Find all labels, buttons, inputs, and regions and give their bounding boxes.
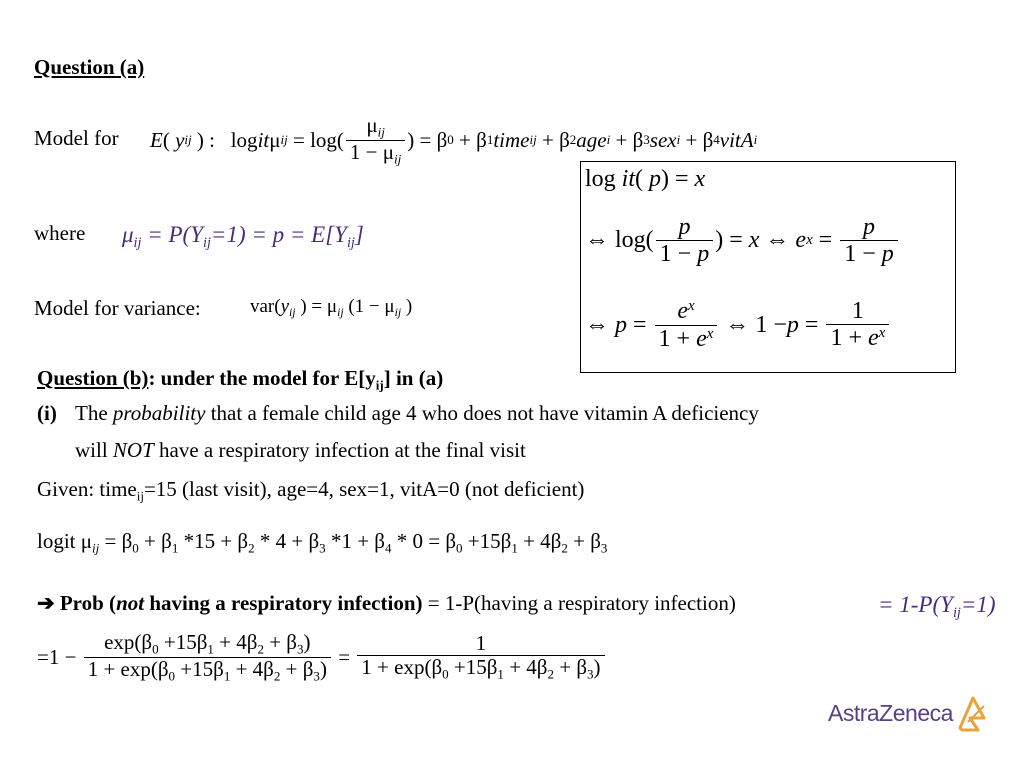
variance-label: Model for variance:: [34, 296, 201, 320]
logit-substitution: logit $\mu_{ij} = \beta_0 + \beta_1$ $*15 + \beta_2 * 4 + \beta_3$ $*1 + \beta_4 * 0 = \beta_0 +15\beta_1 + 4\beta_2 + \beta_3$: [37, 529, 608, 556]
probability-line: ➔ Prob (not having a respiratory infection) = 1-P(having a respiratory infection): [37, 591, 736, 615]
given-line: Given: time$_{ij}$=15 (last visit), age=4, sex=1, vitA=0 (not deficient): [37, 477, 585, 504]
logit-derivation-box: [580, 161, 956, 373]
logit-inverse-step1: ⇔ log( $\frac{p}{1 - p}$ ) = x ⇔ e x = $\frac{p}{1 - p}$: [585, 214, 900, 268]
question-a-title: Question (a): [34, 55, 145, 79]
item-number: (i): [37, 401, 57, 425]
where-label: where: [34, 221, 86, 245]
question-b-title: Question (b): under the model for $E[y_{ij}]$ in (a): [37, 366, 444, 393]
model-label: Model for: [34, 126, 119, 150]
probability-tail: = $1-P(Y_{ij}=1)$: [878, 592, 996, 621]
logit-inverse-step2: ⇔ p = $\frac{e^x}{1 + e^x}$ ⇔ 1 − p = $\frac{1}{1 + e^x}$: [585, 298, 891, 352]
logit-model-equation: E ( y ij ) : log it μ ij = log( $\frac{\mu_{ij}}{1 - \mu_{ij}}$ ) = β 0 + β 1 time ij + β 2 age i + β 3 sex i + β 4 vitA i: [150, 112, 758, 167]
logit-definition: log it( p) = x: [585, 166, 706, 192]
astrazeneca-mark-icon: [956, 694, 990, 734]
item-line-2: will NOT have a respiratory infection at the final visit: [75, 438, 526, 462]
probability-result-equation: =1 − $\frac{\exp(\beta_0 +15\beta_1 + 4\beta_2 + \beta_3)}{1 + \exp(\beta_0 +15\beta_1 + 4\beta_2 + \beta_3)}$ = $\frac{1}{1 + \exp(\beta_0 +15\beta_1 + 4\beta_2 + \beta_3)}$: [37, 622, 607, 692]
item-line-1: The probability that a female child age 4 who does not have vitamin A deficiency: [75, 401, 759, 425]
variance-equation: $var(y_{ij}$ ) = $\mu_{ij}$ ($1 - \mu_{ij}$ ): [250, 296, 413, 320]
astrazeneca-logo: AstraZeneca: [828, 700, 953, 727]
where-expression: $\mu_{ij} = P(Y_{ij}=1) = p = E[Y_{ij}]$: [122, 222, 364, 251]
